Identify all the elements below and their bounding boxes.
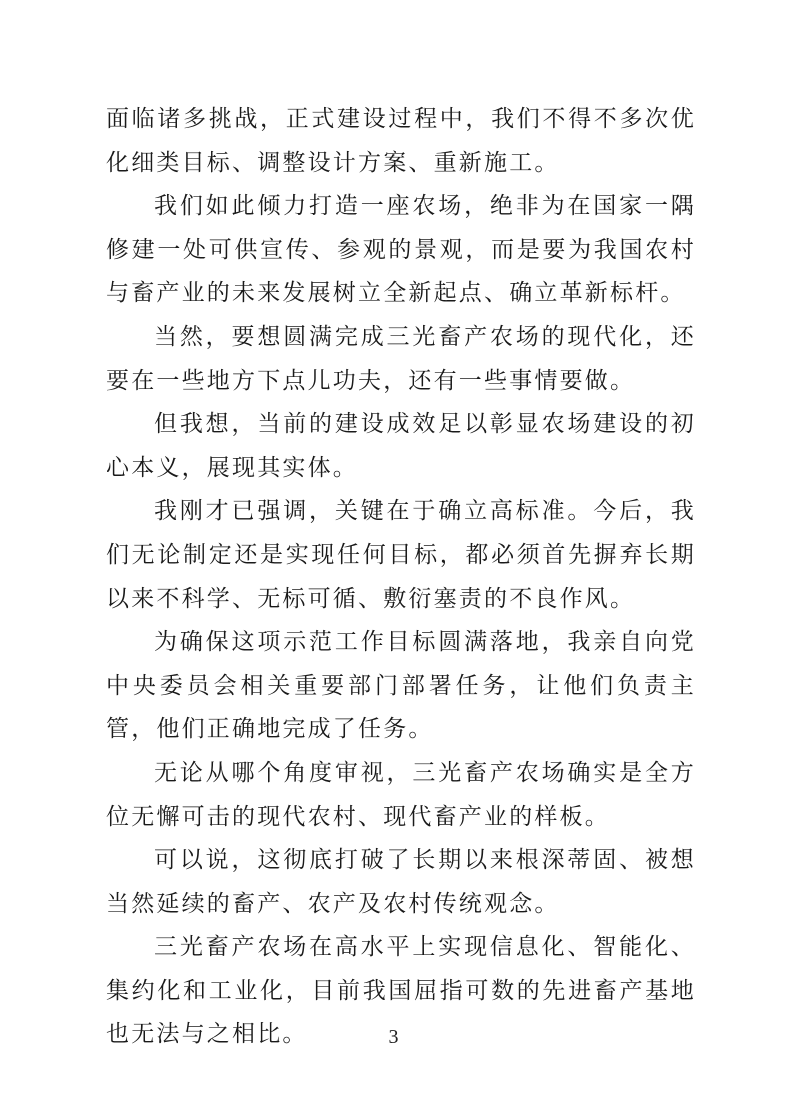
paragraph: 无论从哪个角度审视，三光畜产农场确实是全方位无懈可击的现代农村、现代畜产业的样板。 <box>106 759 696 830</box>
body-text <box>106 98 696 1057</box>
paragraph: 可以说，这彻底打破了长期以来根深蒂固、被想当然延续的畜产、农产及农村传统观念。 <box>106 847 696 917</box>
paragraph: 当然，要想圆满完成三光畜产农场的现代化，还要在一些地方下点儿功夫，还有一些事情要做。 <box>106 323 696 394</box>
paragraph: 我刚才已强调，关键在于确立高标准。今后，我们无论制定还是实现任何目标，都必须首先摒弃长期以来不科学、无标可循、敷衍塞责的不良作风。 <box>106 498 696 612</box>
paragraph: 面临诸多挑战，正式建设过程中，我们不得不多次优化细类目标、调整设计方案、重新施工。 <box>106 106 696 176</box>
paragraph: 三光畜产农场在高水平上实现信息化、智能化、集约化和工业化，目前我国屈指可数的先进畜产基地也无法与之相比。 <box>106 934 696 1048</box>
page-number: 3 <box>388 1026 399 1048</box>
paragraph: 但我想，当前的建设成效足以彰显农场建设的初心本义，展现其实体。 <box>106 411 696 481</box>
paragraph: 我们如此倾力打造一座农场，绝非为在国家一隅修建一处可供宣传、参观的景观，而是要为我国农村与畜产业的未来发展树立全新起点、确立革新标杆。 <box>106 193 696 307</box>
paragraph: 为确保这项示范工作目标圆满落地，我亲自向党中央委员会相关重要部门部署任务，让他们负责主管，他们正确地完成了任务。 <box>106 629 696 743</box>
